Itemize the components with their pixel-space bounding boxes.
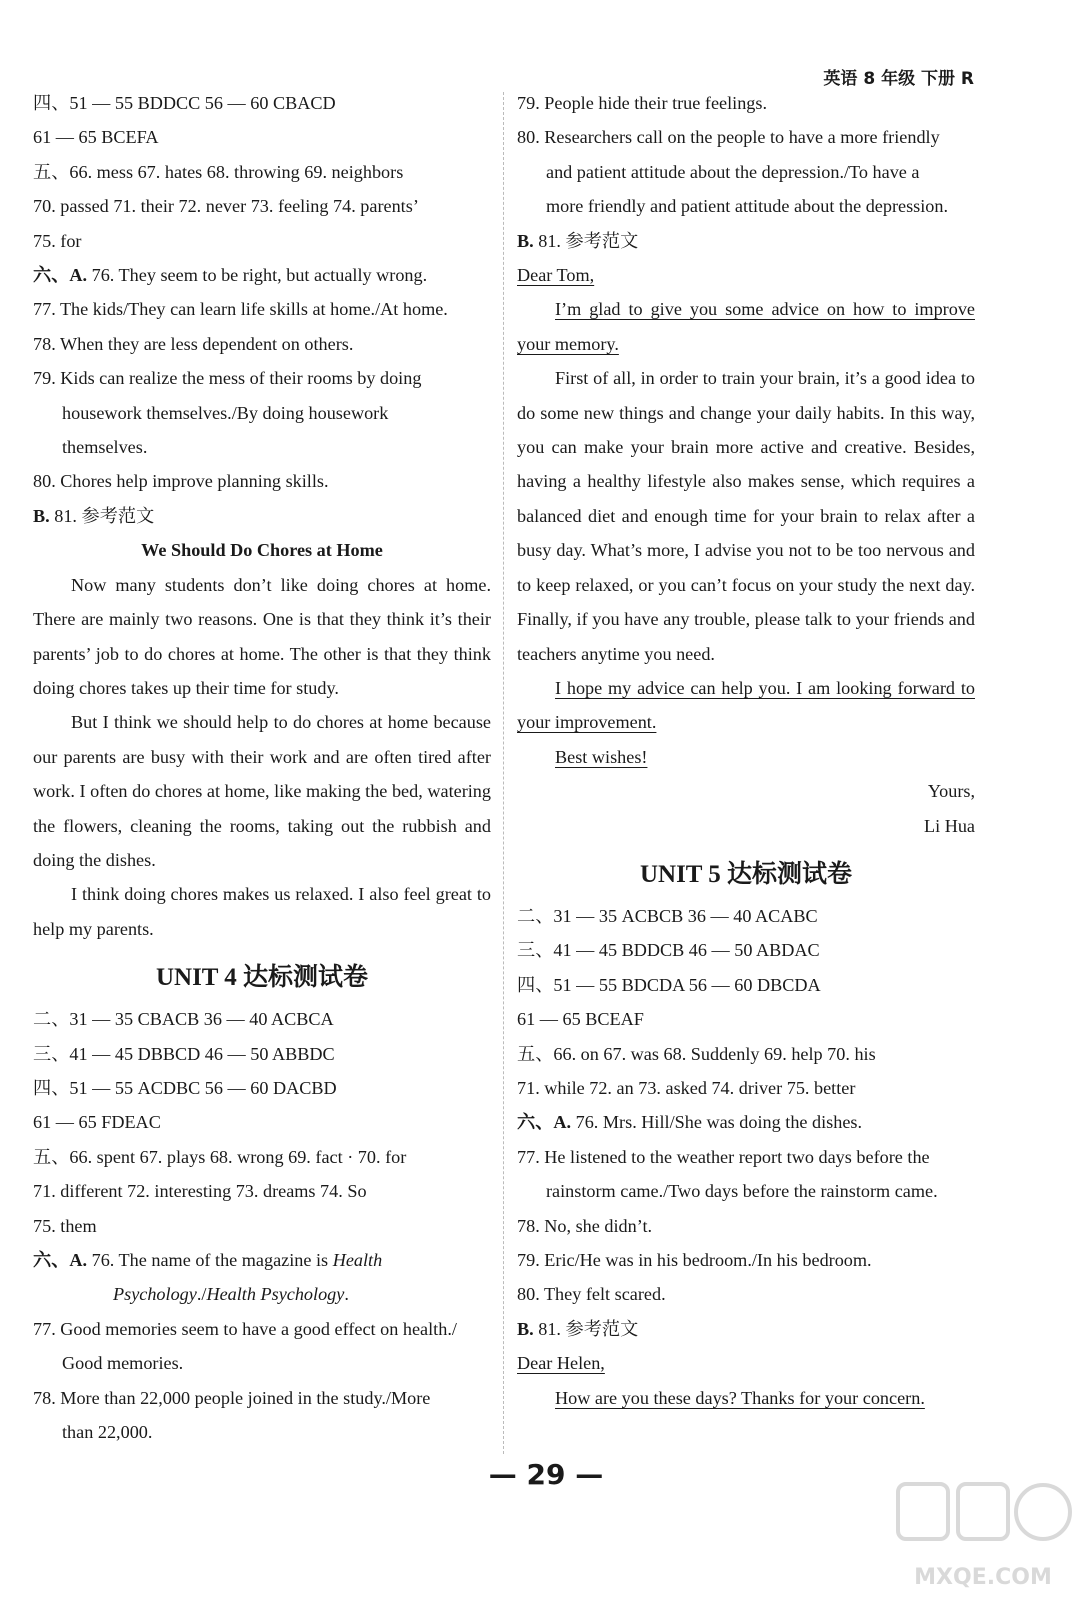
- answer-line: 79. People hide their true feelings.: [517, 93, 768, 113]
- answer-text: ./: [196, 1284, 207, 1305]
- section-label: 六、A.: [517, 1112, 572, 1133]
- underlined-text: How are you these days? Thanks for your concern.: [555, 1387, 925, 1408]
- answer-line: 二、31 — 35 ACBCB 36 — 40 ACABC: [517, 905, 818, 926]
- answer-line: housework themselves./By doing housework: [62, 402, 389, 423]
- essay-paragraph: But I think we should help to do chores at home because our parents are busy with their work and are often tired after work. I often do chores at home, like making the bed, watering the flowers, cleaning the rooms, taking out the rubbish and doing the dishes.: [33, 712, 491, 870]
- section-label: B.: [517, 1318, 534, 1339]
- answer-italic: Health: [332, 1250, 383, 1270]
- answer-line: 四、51 — 55 ACDBC 56 — 60 DACBD: [33, 1077, 337, 1098]
- answer-line: 70. passed 71. their 72. never 73. feeling 74. parents’: [33, 196, 419, 217]
- answer-line: 四、51 — 55 BDDCC 56 — 60 CBACD: [33, 93, 336, 113]
- answer-italic: Psychology: [113, 1284, 197, 1305]
- letter-paragraph: [517, 1381, 975, 1415]
- letter-closing: [517, 740, 975, 774]
- answer-line: 80. They felt scared.: [517, 1284, 666, 1305]
- page-header: 英语 8 年级 下册 R: [823, 69, 974, 89]
- section-label: 六、A.: [33, 265, 88, 286]
- answer-text: 76. Mrs. Hill/She was doing the dishes.: [571, 1112, 863, 1133]
- answer-line: 五、66. on 67. was 68. Suddenly 69. help 70. his: [517, 1043, 876, 1064]
- answer-line: 61 — 65 FDEAC: [33, 1112, 161, 1133]
- column-divider: [503, 92, 504, 1454]
- answer-line: [33, 258, 491, 292]
- answer-line: 77. The kids/They can learn life skills at home./At home.: [33, 299, 448, 320]
- answer-text: 81. 参考范文: [533, 230, 639, 251]
- answer-text: 81. 参考范文: [49, 505, 155, 526]
- underlined-text: I hope my advice can help you. I am looking forward to your improvement.: [517, 677, 975, 733]
- answer-line: 三、41 — 45 DBBCD 46 — 50 ABBDC: [33, 1043, 335, 1064]
- answer-text: 76. They seem to be right, but actually wrong.: [87, 265, 428, 286]
- watermark-logo: [888, 1476, 1078, 1596]
- letter-greeting: [517, 1346, 975, 1380]
- answer-line: 二、31 — 35 CBACB 36 — 40 ACBCA: [33, 1009, 334, 1030]
- answer-text: 81. 参考范文: [533, 1318, 639, 1339]
- answer-line: [517, 224, 975, 258]
- section-label: 六、A.: [33, 1250, 88, 1270]
- underlined-text: I’m glad to give you some advice on how to improve your memory.: [517, 299, 975, 354]
- watermark-text: MXQE.COM: [914, 1565, 1052, 1590]
- essay-paragraph: I think doing chores makes us relaxed. I also feel great to help my parents.: [33, 884, 491, 939]
- answer-line: 71. different 72. interesting 73. dreams 74. So: [33, 1181, 367, 1202]
- letter-greeting: [517, 258, 975, 292]
- letter-yours: Yours,: [927, 781, 975, 802]
- answer-line: 77. Good memories seem to have a good effect on health./: [33, 1318, 457, 1339]
- answer-line: [33, 1277, 491, 1311]
- right-column: [517, 86, 975, 1415]
- answer-line: 71. while 72. an 73. asked 74. driver 75. better: [517, 1077, 856, 1098]
- answer-line: 78. No, she didn’t.: [517, 1215, 653, 1236]
- answer-text: 76. The name of the magazine is: [87, 1250, 333, 1270]
- answer-line: 79. Eric/He was in his bedroom./In his bedroom.: [517, 1250, 872, 1270]
- essay-title: We Should Do Chores at Home: [141, 540, 383, 561]
- answer-line: [33, 499, 491, 533]
- answer-line: 61 — 65 BCEAF: [517, 1009, 644, 1030]
- closing-text: Best wishes!: [555, 746, 648, 767]
- answer-line: 78. More than 22,000 people joined in the study./More: [33, 1387, 431, 1408]
- letter-paragraph: First of all, in order to train your brain, it’s a good idea to do some new things and change your daily habits. In this way, you can make your brain more active and creative. Besides, having a healthy lifestyle also makes sense, which requires a balanced diet and enough time for your brain to relax after a busy day. What’s more, I advise you not to be too nervous and to keep relaxed, or you can’t focus on your study the next day. Finally, if you have any trouble, please talk to your friends and teachers anytime you need.: [517, 368, 975, 664]
- answer-line: 五、66. spent 67. plays 68. wrong 69. fact · 70. for: [33, 1146, 407, 1167]
- answer-italic: Health Psychology: [206, 1284, 345, 1305]
- section-label: B.: [33, 505, 50, 526]
- answer-line: [517, 1312, 975, 1346]
- answer-line: 80. Chores help improve planning skills.: [33, 471, 329, 492]
- answer-line: 四、51 — 55 BDCDA 56 — 60 DBCDA: [517, 974, 821, 995]
- answer-line: more friendly and patient attitude about the depression.: [546, 196, 949, 217]
- letter-signature: Li Hua: [923, 815, 975, 836]
- letter-paragraph: [517, 671, 975, 740]
- answer-line: 三、41 — 45 BDDCB 46 — 50 ABDAC: [517, 940, 820, 961]
- page-number: — 29 —: [488, 1458, 604, 1491]
- answer-line: 78. When they are less dependent on others.: [33, 333, 354, 354]
- answer-line: [517, 1105, 975, 1139]
- answer-line: than 22,000.: [62, 1422, 153, 1443]
- answer-line: 75. them: [33, 1215, 97, 1236]
- answer-line: 61 — 65 BCEFA: [33, 127, 159, 148]
- answer-line: rainstorm came./Two days before the rainstorm came.: [546, 1181, 938, 1202]
- left-column: [33, 86, 491, 1449]
- answer-line: Good memories.: [62, 1353, 184, 1374]
- answer-line: and patient attitude about the depression./To have a: [546, 161, 920, 182]
- essay-paragraph: Now many students don’t like doing chores at home. There are mainly two reasons. One is that they think it’s their parents’ job to do chores at home. The other is that they think doing chores takes up their time for study.: [33, 574, 491, 698]
- answer-line: themselves.: [62, 437, 148, 458]
- answer-line: 77. He listened to the weather report two days before the: [517, 1146, 930, 1167]
- unit-4-title: UNIT 4 达标测试卷: [155, 964, 369, 992]
- letter-paragraph: [517, 292, 975, 361]
- greeting-text: Dear Tom,: [517, 265, 595, 286]
- answer-line: 80. Researchers call on the people to have a more friendly: [517, 127, 940, 148]
- answer-line: [33, 1243, 491, 1277]
- section-label: B.: [517, 230, 534, 251]
- greeting-text: Dear Helen,: [517, 1353, 605, 1374]
- answer-line: 79. Kids can realize the mess of their rooms by doing: [33, 368, 422, 389]
- answer-line: 五、66. mess 67. hates 68. throwing 69. neighbors: [33, 161, 404, 182]
- unit-5-title: UNIT 5 达标测试卷: [639, 860, 853, 888]
- answer-text: .: [344, 1284, 349, 1305]
- answer-line: 75. for: [33, 230, 82, 251]
